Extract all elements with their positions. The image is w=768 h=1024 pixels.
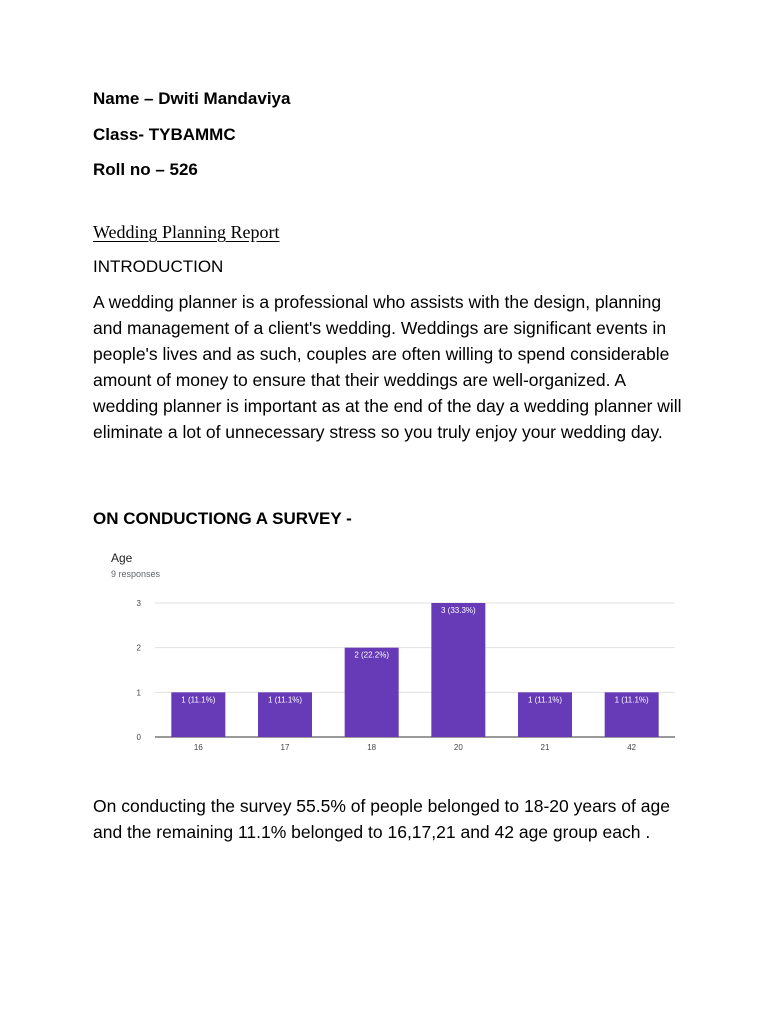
- bar-data-label: 1 (11.1%): [181, 695, 216, 705]
- chart-title: Age: [111, 551, 133, 565]
- survey-heading: ON CONDUCTIONG A SURVEY -: [93, 509, 352, 528]
- x-tick-label: 17: [280, 743, 290, 752]
- x-tick-label: 16: [193, 743, 203, 752]
- bar-data-label: 1 (11.1%): [527, 695, 563, 705]
- y-tick-label: 1: [136, 688, 141, 698]
- y-tick-label: 2: [136, 643, 141, 653]
- student-name: Name – Dwiti Mandaviya: [93, 89, 291, 108]
- introduction-heading: INTRODUCTION: [93, 257, 224, 276]
- x-tick-label: 20: [453, 743, 463, 752]
- bar-data-label: 1 (11.1%): [614, 695, 649, 705]
- x-tick-label: 21: [540, 743, 550, 752]
- bar-chart-svg: [93, 537, 698, 765]
- x-tick-label: 42: [627, 743, 637, 752]
- bar: [431, 603, 485, 737]
- student-class: Class- TYBAMMC: [93, 125, 236, 144]
- introduction-paragraph: A wedding planner is a professional who assists with the design, planning and management of a client's wedding. Weddings are significant events in people's lives and as such, couples are often willing to spend considerable amount of money to ensure that their weddings are well-organized. A wedding planner is important as at the end of the day a wedding planner will eliminate a lot of unnecessary stress so you truly enjoy your wedding day.: [93, 292, 682, 442]
- bar-data-label: 1 (11.1%): [267, 695, 303, 705]
- chart-subtitle: 9 responses: [111, 569, 161, 579]
- y-tick-label: 3: [136, 599, 141, 608]
- report-title: Wedding Planning Report: [93, 222, 280, 242]
- bar-data-label: 2 (22.2%): [354, 650, 390, 660]
- y-tick-label: 0: [136, 733, 141, 742]
- x-tick-label: 18: [367, 743, 377, 752]
- bar-data-label: 3 (33.3%): [440, 606, 476, 615]
- roll-number: Roll no – 526: [93, 160, 198, 179]
- age-chart: [93, 537, 698, 765]
- bar: [345, 648, 399, 737]
- survey-paragraph: On conducting the survey 55.5% of people belonged to 18-20 years of age and the remaining 11.1% belonged to 16,17,21 and 42 age group each .: [93, 796, 670, 842]
